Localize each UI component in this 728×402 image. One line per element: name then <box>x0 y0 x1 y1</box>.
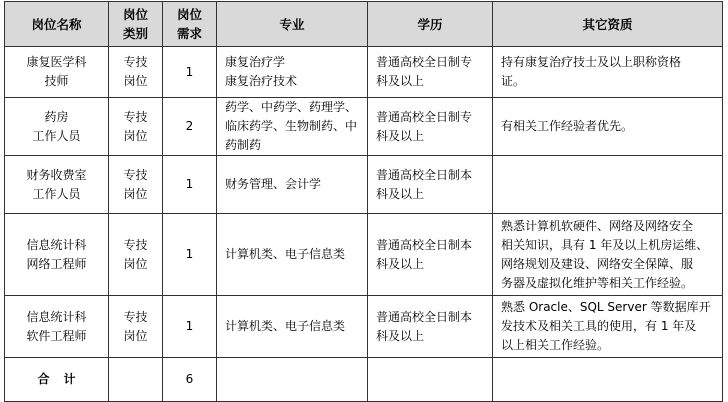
cell-position-type: 专技 岗位 <box>109 47 163 98</box>
table-row <box>5 214 723 296</box>
cell-position-type: 专技 岗位 <box>109 98 163 156</box>
table-row <box>5 156 723 214</box>
total-need: 6 <box>163 358 217 402</box>
cell-position-name: 信息统计科 软件工程师 <box>5 296 109 358</box>
cell-position-type: 专技 岗位 <box>109 296 163 358</box>
header-other-qualifications: 其它资质 <box>493 2 723 47</box>
table-row <box>5 98 723 156</box>
total-empty-cell <box>368 358 493 402</box>
total-row <box>5 358 723 402</box>
cell-major: 财务管理、会计学 <box>217 156 368 214</box>
cell-major: 康复治疗学 康复治疗技术 <box>217 47 368 98</box>
cell-position-type: 专技 岗位 <box>109 214 163 296</box>
header-row <box>5 2 723 47</box>
header-position-need: 岗位 需求 <box>163 2 217 47</box>
cell-education: 普通高校全日制专 科及以上 <box>368 47 493 98</box>
cell-major: 药学、中药学、药理学、 临床药学、生物制药、中 药制药 <box>217 98 368 156</box>
cell-position-need: 2 <box>163 98 217 156</box>
header-major: 专业 <box>217 2 368 47</box>
cell-position-name: 康复医学科 技师 <box>5 47 109 98</box>
cell-position-need: 1 <box>163 156 217 214</box>
total-empty-cell <box>493 358 723 402</box>
cell-major: 计算机类、电子信息类 <box>217 214 368 296</box>
recruitment-table <box>4 1 723 402</box>
cell-position-name: 财务收费室 工作人员 <box>5 156 109 214</box>
cell-other-qualifications: 持有康复治疗技士及以上职称资格 证。 <box>493 47 723 98</box>
header-position-name: 岗位名称 <box>5 2 109 47</box>
cell-education: 普通高校全日制本 科及以上 <box>368 214 493 296</box>
cell-other-qualifications: 熟悉计算机软硬件、网络及网络安全 相关知识，具有 1 年及以上机房运维、 网络规划及建设、网络安全保障、服 务器及虚拟化维护等相关工作经验。 <box>493 214 723 296</box>
cell-education: 普通高校全日制本 科及以上 <box>368 156 493 214</box>
cell-education: 普通高校全日制本 科及以上 <box>368 296 493 358</box>
cell-other-qualifications <box>493 156 723 214</box>
cell-position-name: 药房 工作人员 <box>5 98 109 156</box>
cell-position-need: 1 <box>163 47 217 98</box>
cell-position-need: 1 <box>163 296 217 358</box>
header-position-type: 岗位 类别 <box>109 2 163 47</box>
header-education: 学历 <box>368 2 493 47</box>
cell-position-need: 1 <box>163 214 217 296</box>
cell-position-type: 专技 岗位 <box>109 156 163 214</box>
cell-major: 计算机类、电子信息类 <box>217 296 368 358</box>
total-label: 合计 <box>5 358 109 402</box>
total-empty-cell <box>109 358 163 402</box>
cell-position-name: 信息统计科 网络工程师 <box>5 214 109 296</box>
cell-other-qualifications: 熟悉 Oracle、SQL Server 等数据库开 发技术及相关工具的使用，有 1 年及 以上相关工作经验。 <box>493 296 723 358</box>
table-row <box>5 296 723 358</box>
cell-education: 普通高校全日制专 科及以上 <box>368 98 493 156</box>
table-row <box>5 47 723 98</box>
cell-other-qualifications: 有相关工作经验者优先。 <box>493 98 723 156</box>
total-empty-cell <box>217 358 368 402</box>
